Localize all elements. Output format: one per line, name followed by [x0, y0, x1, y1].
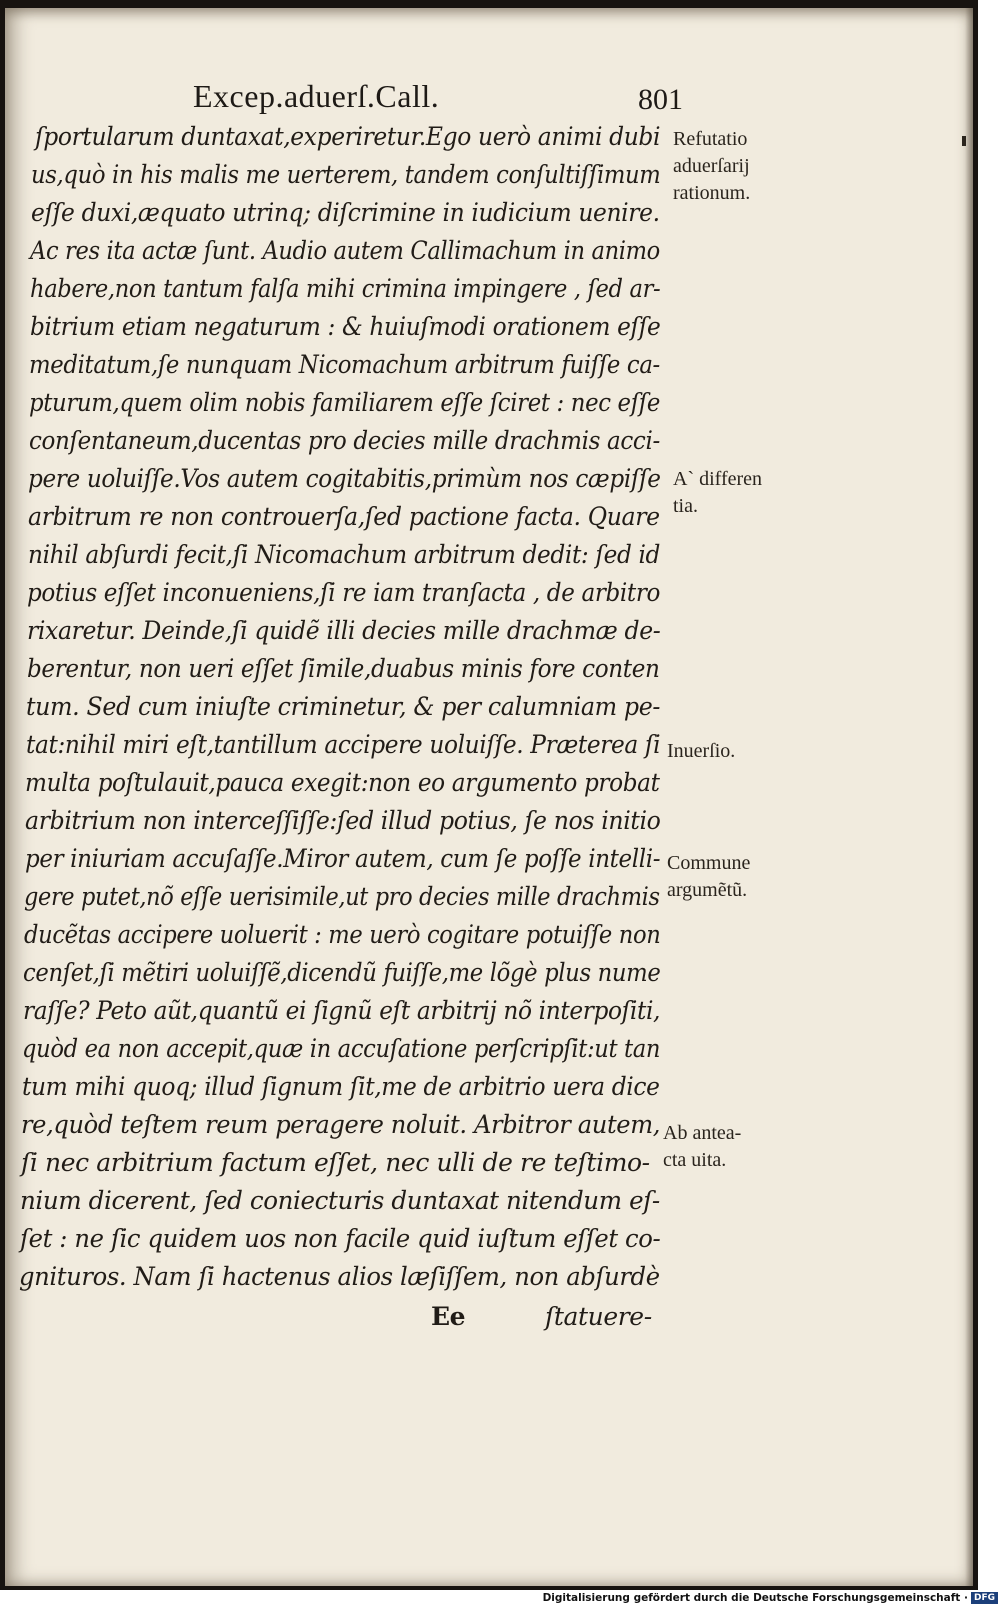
- margin-note-differentia: A` differen tia.: [673, 468, 763, 517]
- text-line: per iniuriam accuſaſſe.Miror autem, cum ſe poſſe intelli-: [25, 844, 661, 873]
- text-line: conſentaneum,ducentas pro decies mille drachmis acci-: [29, 426, 660, 455]
- text-line: eſſe duxi,æquato utrinq; diſcrimine in iudicium uenire.: [31, 198, 660, 227]
- text-line: arbitrum re non controuerſa,ſed pactione facta. Quare: [28, 502, 660, 531]
- text-line: tat:nihil miri eſt,tantillum accipere uoluiſſe. Præterea ſi: [26, 730, 661, 759]
- text-line: Ac res ita actæ ſunt. Audio autem Callimachum in animo: [30, 236, 660, 265]
- text-line: cenſet,ſi mẽtiri uoluiſſẽ,dicendũ fuiſſe,me lõgè plus nume: [23, 958, 661, 987]
- text-line: pturum,quem olim nobis familiarem eſſe ſciret : nec eſſe: [29, 388, 661, 417]
- text-line: quòd ea non accepit,quæ in accuſatione perſcripſit:ut tan: [22, 1034, 661, 1063]
- text-line: habere,non tantum falſa mihi crimina impingere , ſed ar-: [30, 274, 661, 303]
- text-line: berentur, non ueri eſſet ſimile,duabus minis fore conten: [27, 654, 660, 683]
- margin-note-inuersio: Inuerſio.: [667, 740, 736, 762]
- text-line: ſi nec arbitrium factum eſſet, nec ulli de re teſtimo-: [21, 1148, 650, 1177]
- margin-note-commune: Commune argumẽtũ.: [667, 852, 751, 901]
- footer-credit: [0, 1592, 1000, 1609]
- text-line: multa poſtulauit,pauca exegit:non eo argumento probat: [25, 768, 660, 797]
- text-line: rixaretur. Deinde,ſi quidẽ illi decies mille drachmæ de-: [27, 616, 661, 645]
- text-line: gnituros. Nam ſi hactenus alios læſiſſem, non abſurdè: [19, 1262, 660, 1291]
- footer-credit-text: Digitalisierung gefördert durch die Deutsche Forschungsgemeinschaft ·: [542, 1592, 968, 1604]
- margin-note-anteacta: Ab antea- cta uita.: [663, 1122, 742, 1171]
- book-page: [5, 8, 973, 1586]
- text-line: re,quòd teſtem reum peragere noluit. Arbitror autem,: [21, 1110, 661, 1139]
- text-line: ducẽtas accipere uoluerit : me uerò cogitare potuiſſe non: [24, 920, 661, 949]
- text-line: tum mihi quoq; illud ſignum ſit,me de arbitrio uera dice: [22, 1072, 660, 1101]
- text-line: tum. Sed cum iniuſte criminetur, & per calumniam pe-: [26, 692, 661, 721]
- text-line: us,quò in his malis me uerterem, tandem conſultiſſimum: [31, 160, 661, 189]
- dfg-logo: DFG: [971, 1592, 998, 1604]
- text-line: gere putet,nõ eſſe uerisimile,ut pro decies mille drachmis: [24, 882, 660, 911]
- margin-tick-mark: [962, 136, 966, 146]
- running-title: Excep.aduerſ.Call.: [193, 78, 440, 114]
- page-edge-shadow: [965, 8, 973, 1586]
- text-line: nihil abſurdi fecit,ſi Nicomachum arbitrum dedit: ſed id: [28, 540, 661, 569]
- text-line: raſſe? Peto aũt,quantũ ei ſignũ eſt arbitrij nõ interpoſiti,: [23, 996, 661, 1025]
- text-line: ſet : ne ſic quidem uos non facile quid iuſtum eſſet co-: [20, 1224, 661, 1253]
- text-line: bitrium etiam negaturum : & huiuſmodi orationem eſſe: [30, 312, 661, 341]
- text-line: arbitrium non interceſſiſſe:ſed illud potius, ſe nos initio: [25, 806, 661, 835]
- text-line: potius eſſet inconueniens,ſi re iam tranſacta , de arbitro: [27, 578, 661, 607]
- page-number: 801: [638, 83, 683, 116]
- margin-note-refutatio: Refutatio aduerſarij rationum.: [673, 128, 751, 204]
- text-line: pere uoluiſſe.Vos autem cogitabitis,primùm nos cæpiſſe: [28, 464, 661, 493]
- catchword: ſtatuere-: [545, 1302, 652, 1331]
- text-line: ſportularum duntaxat,experiretur.Ego uerò animi dubi: [35, 122, 661, 151]
- text-line: meditatum,ſe nunquam Nicomachum arbitrum fuiſſe ca-: [29, 350, 660, 379]
- signature-mark: Ee: [431, 1302, 466, 1331]
- text-line: nium dicerent, ſed coniecturis duntaxat nitendum eſ-: [20, 1186, 660, 1215]
